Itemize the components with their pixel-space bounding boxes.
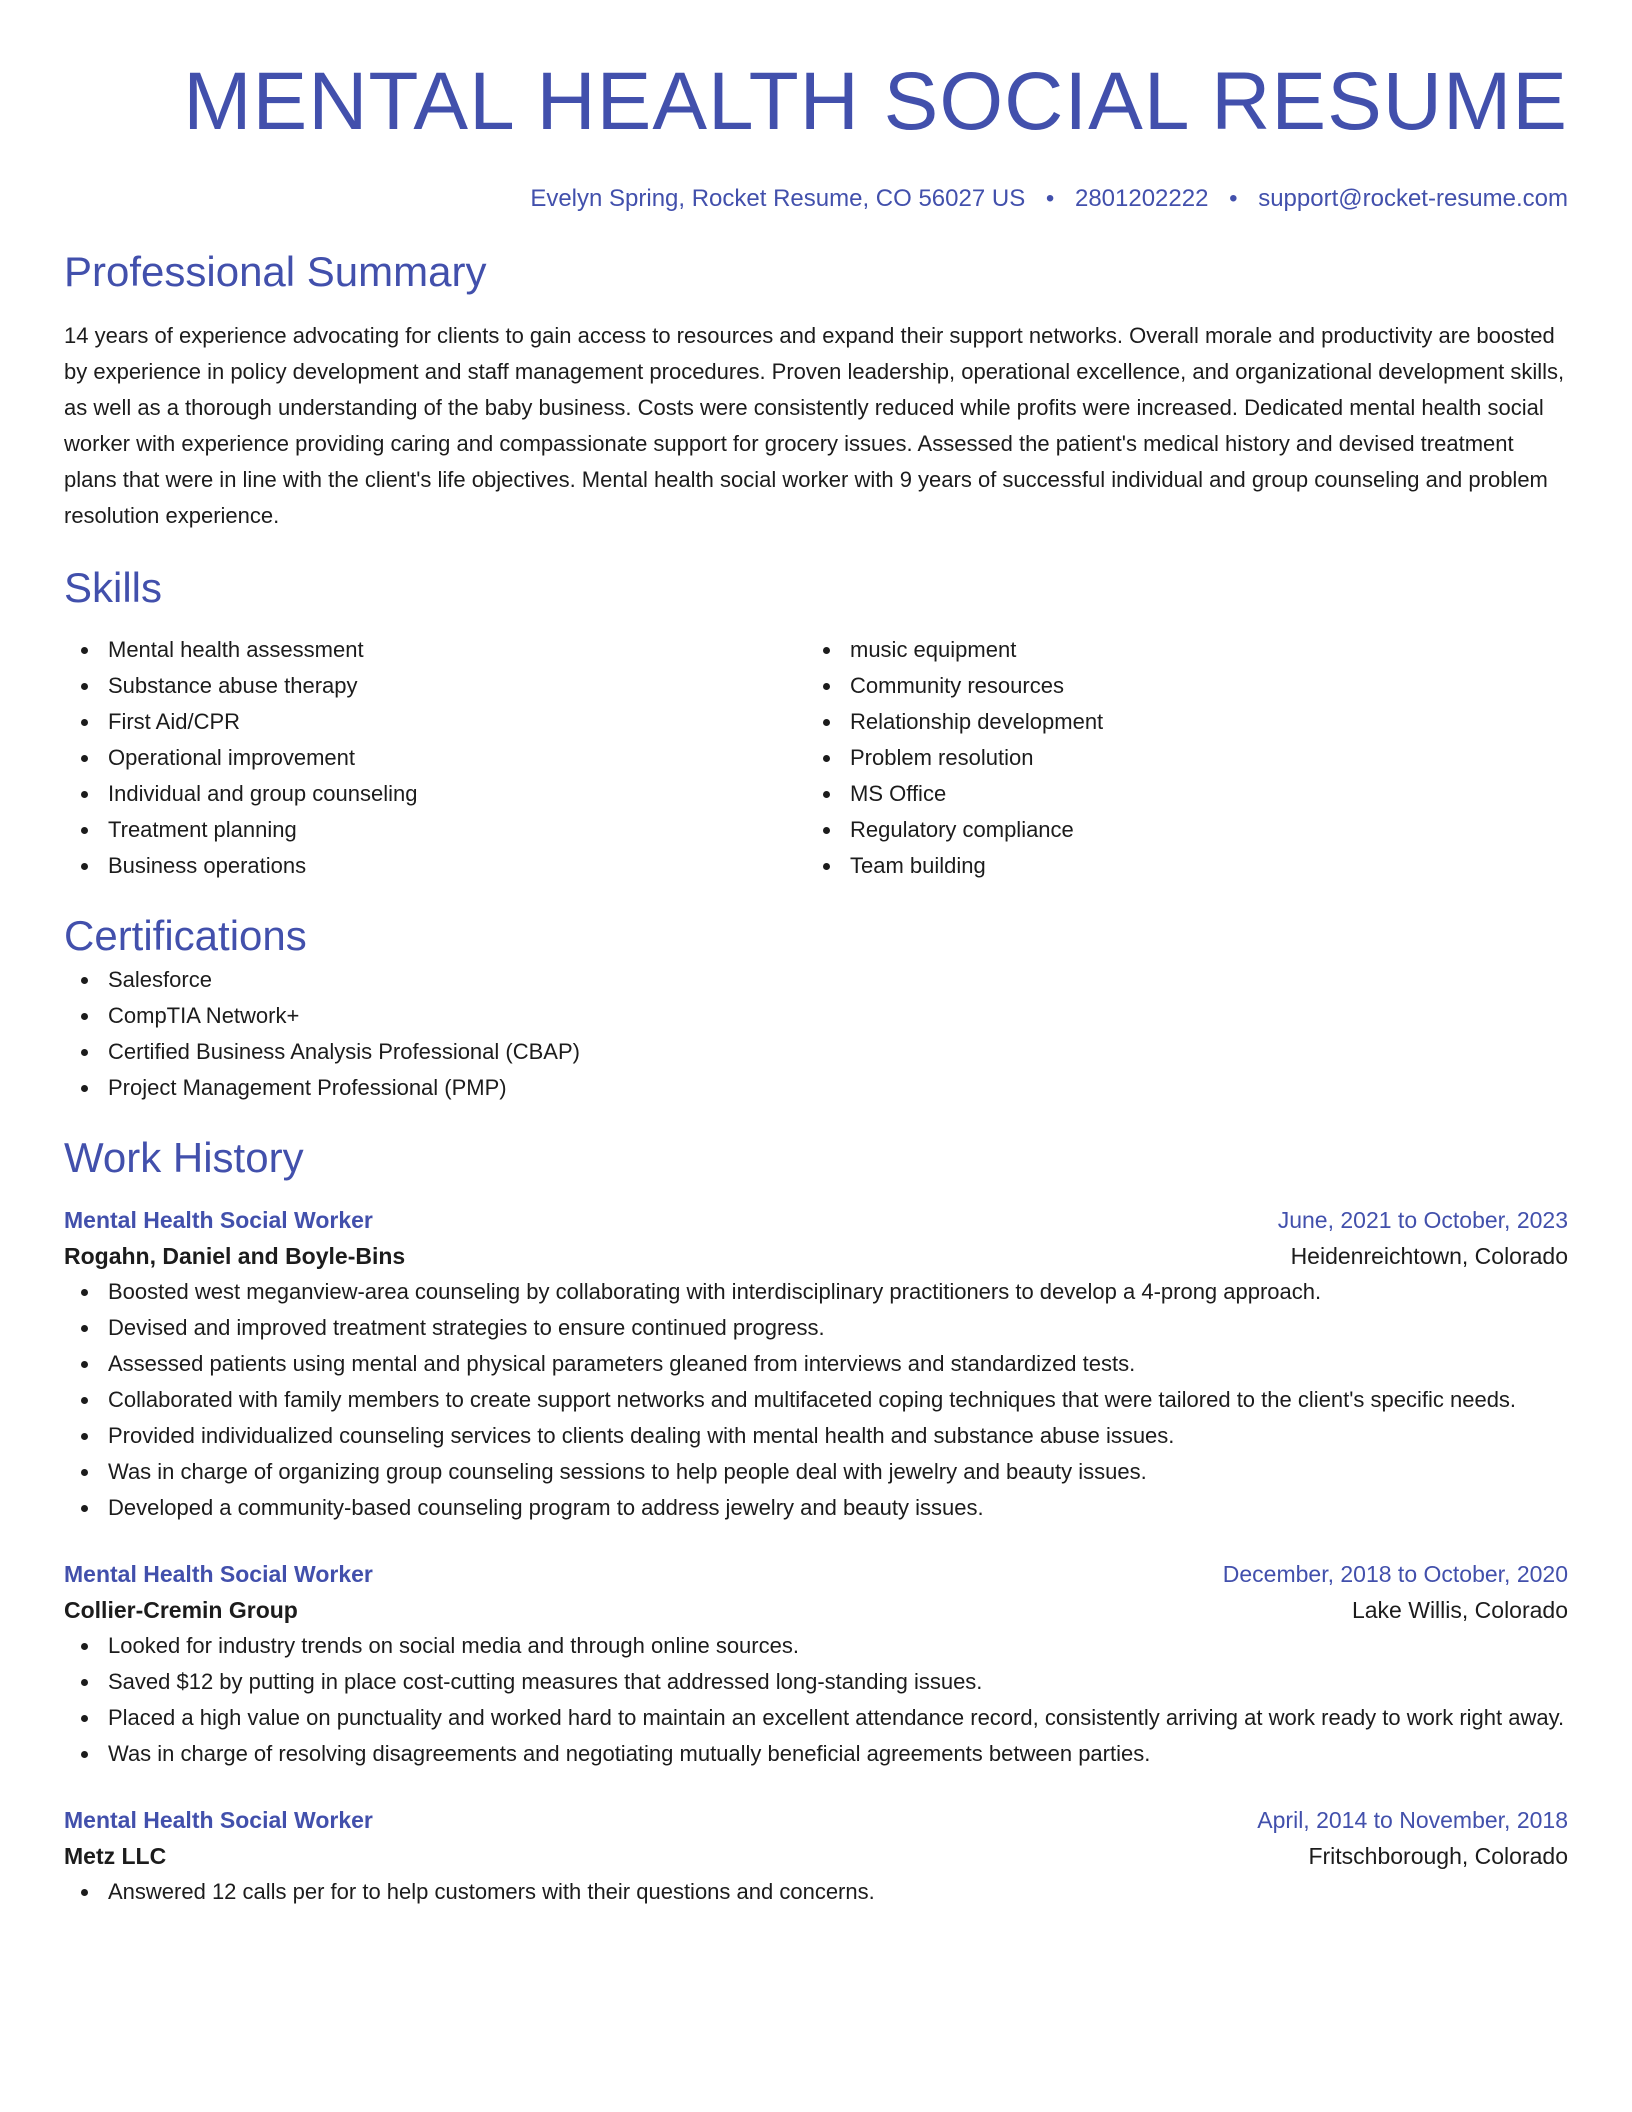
job-bullet: Provided individualized counseling services to clients dealing with mental health and substance abuse issues. bbox=[64, 1418, 1568, 1454]
job-header-row bbox=[64, 1556, 1568, 1592]
skill-item: Relationship development bbox=[806, 704, 1548, 740]
section-title-skills: Skills bbox=[64, 564, 163, 611]
job-company: Metz LLC bbox=[64, 1843, 167, 1869]
skills-list-right bbox=[806, 632, 1548, 884]
skills-column-right bbox=[806, 632, 1548, 884]
job-bullet: Was in charge of organizing group counseling sessions to help people deal with jewelry and beauty issues. bbox=[64, 1454, 1568, 1490]
contact-line bbox=[64, 182, 1568, 216]
job-bullet: Assessed patients using mental and physical parameters gleaned from interviews and standardized tests. bbox=[64, 1346, 1568, 1382]
skill-item: music equipment bbox=[806, 632, 1548, 668]
job-bullet-list bbox=[64, 1274, 1568, 1526]
skill-item: Individual and group counseling bbox=[64, 776, 806, 812]
job-entry bbox=[64, 1556, 1568, 1772]
certification-item: Certified Business Analysis Professional (CBAP) bbox=[64, 1034, 1568, 1070]
skill-item: Team building bbox=[806, 848, 1548, 884]
job-company-row bbox=[64, 1838, 1568, 1874]
job-location: Lake Willis, Colorado bbox=[1351, 1597, 1568, 1623]
job-location: Fritschborough, Colorado bbox=[1308, 1843, 1568, 1869]
job-bullet: Devised and improved treatment strategies to ensure continued progress. bbox=[64, 1310, 1568, 1346]
contact-phone: 2801202222 bbox=[1074, 185, 1209, 212]
skill-item: Problem resolution bbox=[806, 740, 1548, 776]
job-header-row bbox=[64, 1802, 1568, 1838]
job-role: Mental Health Social Worker bbox=[64, 1807, 373, 1833]
job-entry bbox=[64, 1802, 1568, 1910]
section-title-work-history: Work History bbox=[64, 1134, 304, 1181]
job-dates: December, 2018 to October, 2020 bbox=[1222, 1561, 1568, 1587]
job-bullet: Placed a high value on punctuality and worked hard to maintain an excellent attendance record, consistently arriving at work ready to work right away. bbox=[64, 1700, 1568, 1736]
job-bullet: Answered 12 calls per for to help customers with their questions and concerns. bbox=[64, 1874, 1568, 1910]
job-bullet: Boosted west meganview-area counseling by collaborating with interdisciplinary practitioners to develop a 4-prong approach. bbox=[64, 1274, 1568, 1310]
job-bullet: Collaborated with family members to create support networks and multifaceted coping techniques that were tailored to the client's specific needs. bbox=[64, 1382, 1568, 1418]
job-company: Rogahn, Daniel and Boyle-Bins bbox=[64, 1243, 406, 1269]
contact-separator: • bbox=[1045, 185, 1055, 212]
job-dates: June, 2021 to October, 2023 bbox=[1277, 1207, 1568, 1233]
skill-item: Treatment planning bbox=[64, 812, 806, 848]
job-bullet: Saved $12 by putting in place cost-cutting measures that addressed long-standing issues. bbox=[64, 1664, 1568, 1700]
resume-title: MENTAL HEALTH SOCIAL RESUME bbox=[183, 56, 1568, 147]
skills-grid bbox=[64, 632, 1568, 884]
skill-item: Operational improvement bbox=[64, 740, 806, 776]
contact-separator: • bbox=[1229, 185, 1238, 212]
skill-item: Mental health assessment bbox=[64, 632, 806, 668]
job-company: Collier-Cremin Group bbox=[64, 1597, 298, 1623]
skill-item: Community resources bbox=[806, 668, 1548, 704]
job-location: Heidenreichtown, Colorado bbox=[1290, 1243, 1568, 1269]
skills-list-left bbox=[64, 632, 806, 884]
skill-item: Substance abuse therapy bbox=[64, 668, 806, 704]
section-title-certifications: Certifications bbox=[64, 912, 307, 959]
certifications-list bbox=[64, 962, 1568, 1106]
contact-email: support@rocket-resume.com bbox=[1258, 185, 1568, 212]
skill-item: MS Office bbox=[806, 776, 1548, 812]
certification-item: CompTIA Network+ bbox=[64, 998, 1568, 1034]
job-dates: April, 2014 to November, 2018 bbox=[1257, 1807, 1568, 1833]
job-company-row bbox=[64, 1592, 1568, 1628]
job-bullet: Looked for industry trends on social media and through online sources. bbox=[64, 1628, 1568, 1664]
section-title-summary: Professional Summary bbox=[64, 248, 487, 295]
job-header-row bbox=[64, 1202, 1568, 1238]
job-bullet-list bbox=[64, 1628, 1568, 1772]
job-company-row bbox=[64, 1238, 1568, 1274]
job-bullet: Was in charge of resolving disagreements and negotiating mutually beneficial agreements between parties. bbox=[64, 1736, 1568, 1772]
skill-item: First Aid/CPR bbox=[64, 704, 806, 740]
job-role: Mental Health Social Worker bbox=[64, 1561, 373, 1587]
certification-item: Project Management Professional (PMP) bbox=[64, 1070, 1568, 1106]
job-entry bbox=[64, 1202, 1568, 1526]
job-bullet: Developed a community-based counseling program to address jewelry and beauty issues. bbox=[64, 1490, 1568, 1526]
summary-text: 14 years of experience advocating for clients to gain access to resources and expand their support networks. Overall morale and productivity are boosted by experience in policy development and staff management procedures. Proven leadership, operational excellence, and organizational development skills, as well as a thorough understanding of the baby business. Costs were consistently reduced while profits were increased. Dedicated mental health social worker with experience providing caring and compassionate support for grocery issues. Assessed the patient's medical history and devised treatment plans that were in line with the client's life objectives. Mental health social worker with 9 years of successful individual and group counseling and problem resolution experience. bbox=[64, 323, 1565, 528]
contact-address: Evelyn Spring, Rocket Resume, CO 56027 US bbox=[530, 185, 1026, 212]
skill-item: Business operations bbox=[64, 848, 806, 884]
skill-item: Regulatory compliance bbox=[806, 812, 1548, 848]
job-bullet-list bbox=[64, 1874, 1568, 1910]
job-role: Mental Health Social Worker bbox=[64, 1207, 373, 1233]
skills-column-left bbox=[64, 632, 806, 884]
certification-item: Salesforce bbox=[64, 962, 1568, 998]
